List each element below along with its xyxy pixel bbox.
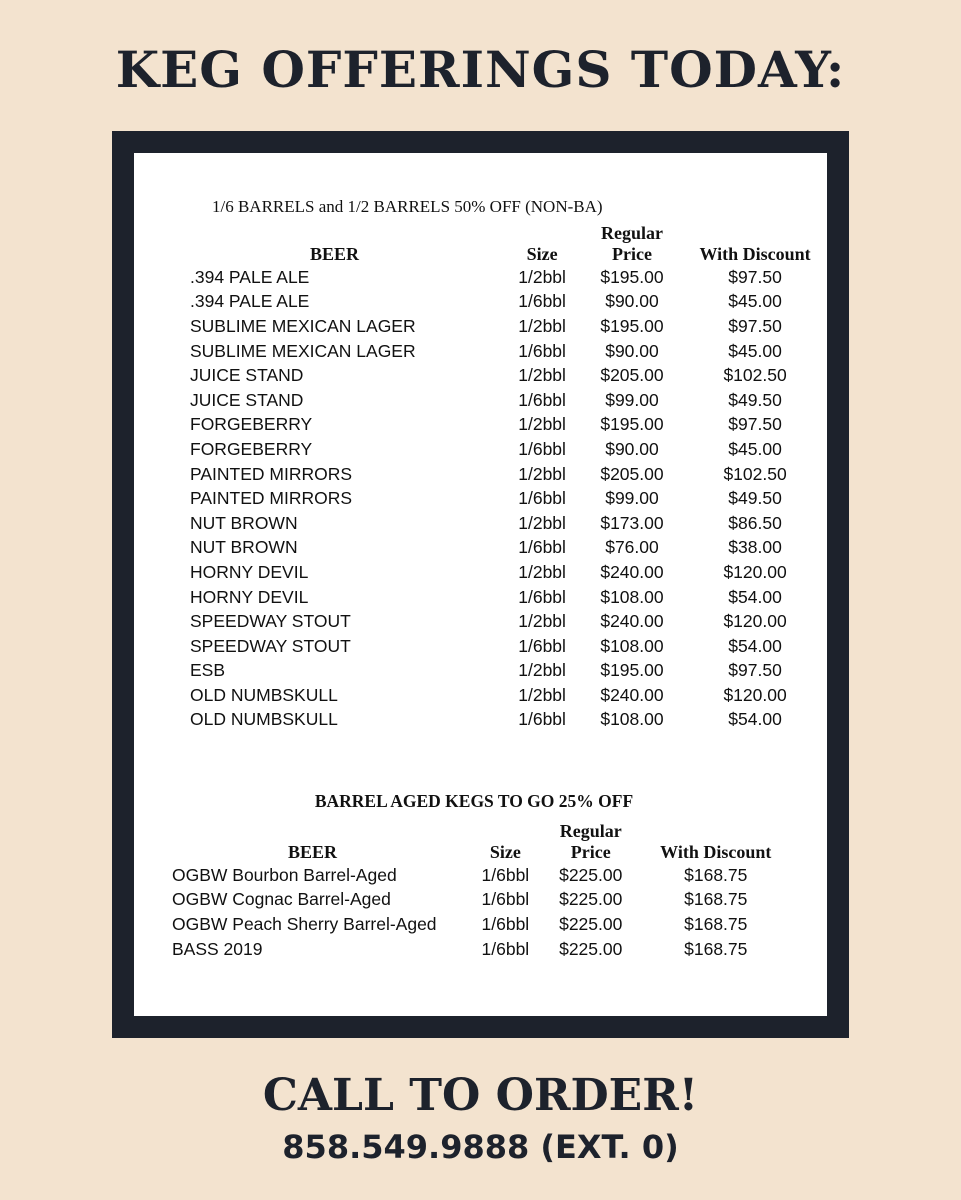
- table-row: [172, 912, 792, 937]
- col-header-discount: With Discount: [699, 244, 811, 264]
- discount-price-cell: $102.50: [723, 463, 787, 484]
- regular-price-cell: $76.00: [605, 537, 659, 558]
- beer-cell: JUICE STAND: [190, 389, 304, 410]
- col-header-regular-top: Regular: [559, 821, 622, 841]
- size-cell: 1/6bbl: [518, 438, 566, 459]
- size-cell: 1/6bbl: [518, 340, 566, 361]
- regular-price-cell: $240.00: [600, 611, 664, 632]
- menu-sheet: [134, 153, 827, 1016]
- menu-frame: [112, 131, 849, 1038]
- col-header-beer: BEER: [310, 244, 360, 264]
- beer-cell: SPEEDWAY STOUT: [190, 635, 351, 656]
- regular-price-cell: $225.00: [559, 864, 623, 885]
- table-row: [190, 536, 830, 561]
- beer-cell: SUBLIME MEXICAN LAGER: [190, 340, 416, 361]
- discount-note: 1/6 BARRELS and 1/2 BARRELS 50% OFF (NON-BA): [212, 197, 603, 216]
- size-cell: 1/2bbl: [518, 684, 566, 705]
- table-row: [172, 863, 792, 888]
- regular-price-cell: $90.00: [605, 340, 659, 361]
- discount-price-cell: $102.50: [723, 365, 787, 386]
- beer-cell: OLD NUMBSKULL: [190, 709, 338, 730]
- beer-cell: NUT BROWN: [190, 512, 298, 533]
- discount-price-cell: $168.75: [684, 913, 748, 934]
- regular-price-cell: $90.00: [605, 438, 659, 459]
- discount-price-cell: $168.75: [684, 864, 748, 885]
- regular-price-cell: $195.00: [600, 414, 664, 435]
- discount-price-cell: $168.75: [684, 889, 748, 910]
- col-header-regular-top: Regular: [600, 223, 663, 243]
- size-cell: 1/6bbl: [518, 291, 566, 312]
- table-header-row: [172, 821, 792, 863]
- regular-price-cell: $205.00: [600, 463, 664, 484]
- table-row: [190, 339, 830, 364]
- col-header-regular-price: [584, 223, 680, 265]
- table-row: [190, 437, 830, 462]
- beer-cell: PAINTED MIRRORS: [190, 463, 353, 484]
- discount-price-cell: $38.00: [728, 537, 782, 558]
- discount-price-cell: $168.75: [684, 938, 748, 959]
- beer-cell: PAINTED MIRRORS: [190, 488, 353, 509]
- col-header-discount: With Discount: [660, 842, 772, 862]
- col-header-size: Size: [526, 244, 558, 264]
- beer-cell: .394 PALE ALE: [190, 266, 310, 287]
- discount-price-cell: $86.50: [728, 512, 782, 533]
- regular-price-cell: $225.00: [559, 938, 623, 959]
- table-row: [190, 609, 830, 634]
- regular-price-cell: $173.00: [600, 512, 664, 533]
- col-header-regular-bottom: Price: [612, 244, 652, 264]
- table-row: [190, 486, 830, 511]
- size-cell: 1/2bbl: [518, 315, 566, 336]
- beer-cell: HORNY DEVIL: [190, 586, 309, 607]
- beer-cell: HORNY DEVIL: [190, 561, 309, 582]
- discount-price-cell: $97.50: [728, 660, 782, 681]
- size-cell: 1/6bbl: [518, 635, 566, 656]
- size-cell: 1/6bbl: [481, 889, 530, 910]
- beer-cell: FORGEBERRY: [190, 438, 313, 459]
- table-row: [172, 937, 792, 962]
- regular-price-cell: $99.00: [605, 389, 659, 410]
- table-row: [190, 388, 830, 413]
- table-header-row: [190, 223, 830, 265]
- phone-number[interactable]: 858.549.9888 (EXT. 0): [282, 1128, 679, 1166]
- barrel-aged-title: BARREL AGED KEGS TO GO 25% OFF: [314, 791, 634, 811]
- table-row: [190, 265, 830, 290]
- beer-cell: SPEEDWAY STOUT: [190, 611, 351, 632]
- regular-price-cell: $99.00: [605, 488, 659, 509]
- beer-cell: SUBLIME MEXICAN LAGER: [190, 315, 416, 336]
- size-cell: 1/6bbl: [518, 389, 566, 410]
- size-cell: 1/2bbl: [518, 561, 566, 582]
- table-row: [172, 888, 792, 913]
- table-row: [190, 560, 830, 585]
- table-row: [190, 314, 830, 339]
- col-header-beer: BEER: [288, 842, 338, 862]
- regular-price-cell: $240.00: [600, 561, 664, 582]
- discount-price-cell: $97.50: [728, 266, 782, 287]
- table-row: [190, 413, 830, 438]
- page-title: KEG OFFERINGS TODAY:: [115, 40, 846, 99]
- discount-price-cell: $45.00: [728, 340, 782, 361]
- beer-cell: JUICE STAND: [190, 365, 304, 386]
- table-row: [190, 585, 830, 610]
- regular-price-cell: $195.00: [600, 266, 664, 287]
- regular-price-cell: $240.00: [600, 684, 664, 705]
- size-cell: 1/6bbl: [481, 938, 530, 959]
- beer-cell: OGBW Bourbon Barrel-Aged: [172, 864, 397, 885]
- regular-price-cell: $108.00: [600, 635, 664, 656]
- regular-price-cell: $108.00: [600, 709, 664, 730]
- size-cell: 1/6bbl: [518, 537, 566, 558]
- beer-cell: .394 PALE ALE: [190, 291, 310, 312]
- discount-price-cell: $54.00: [728, 586, 782, 607]
- table-row: [190, 363, 830, 388]
- regular-price-cell: $108.00: [600, 586, 664, 607]
- size-cell: 1/2bbl: [518, 266, 566, 287]
- col-header-regular-bottom: Price: [570, 842, 611, 862]
- beer-cell: OGBW Peach Sherry Barrel-Aged: [172, 913, 437, 934]
- table-row: [190, 708, 830, 733]
- size-cell: 1/2bbl: [518, 611, 566, 632]
- regular-price-cell: $225.00: [559, 913, 623, 934]
- discount-price-cell: $120.00: [723, 561, 787, 582]
- regular-price-cell: $225.00: [559, 889, 623, 910]
- discount-price-cell: $97.50: [728, 315, 782, 336]
- regular-price-cell: $90.00: [605, 291, 659, 312]
- discount-price-cell: $54.00: [728, 709, 782, 730]
- beer-cell: FORGEBERRY: [190, 414, 313, 435]
- size-cell: 1/6bbl: [518, 488, 566, 509]
- discount-price-cell: $49.50: [728, 389, 782, 410]
- col-header-regular-price: [542, 821, 640, 863]
- beer-cell: ESB: [190, 660, 226, 681]
- barrel-aged-table: [172, 821, 792, 961]
- size-cell: 1/2bbl: [518, 463, 566, 484]
- beer-cell: BASS 2019: [172, 938, 263, 959]
- beer-cell: OGBW Cognac Barrel-Aged: [172, 889, 391, 910]
- discount-price-cell: $45.00: [728, 438, 782, 459]
- size-cell: 1/2bbl: [518, 365, 566, 386]
- col-header-size: Size: [489, 842, 521, 862]
- discount-price-cell: $49.50: [728, 488, 782, 509]
- regular-price-cell: $195.00: [600, 660, 664, 681]
- discount-price-cell: $120.00: [723, 611, 787, 632]
- size-cell: 1/6bbl: [518, 709, 566, 730]
- size-cell: 1/2bbl: [518, 512, 566, 533]
- size-cell: 1/6bbl: [481, 864, 530, 885]
- beer-cell: NUT BROWN: [190, 537, 298, 558]
- discount-price-cell: $97.50: [728, 414, 782, 435]
- size-cell: 1/2bbl: [518, 660, 566, 681]
- beer-cell: OLD NUMBSKULL: [190, 684, 338, 705]
- table-row: [190, 290, 830, 315]
- table-row: [190, 462, 830, 487]
- table-row: [190, 659, 830, 684]
- table-row: [190, 634, 830, 659]
- size-cell: 1/2bbl: [518, 414, 566, 435]
- regular-price-cell: $195.00: [600, 315, 664, 336]
- table-row: [190, 683, 830, 708]
- regular-price-cell: $205.00: [600, 365, 664, 386]
- size-cell: 1/6bbl: [481, 913, 530, 934]
- discount-price-cell: $120.00: [723, 684, 787, 705]
- size-cell: 1/6bbl: [518, 586, 566, 607]
- discount-price-cell: $45.00: [728, 291, 782, 312]
- call-to-order: CALL TO ORDER!: [262, 1070, 699, 1121]
- table-row: [190, 511, 830, 536]
- discount-price-cell: $54.00: [728, 635, 782, 656]
- keg-price-table: [190, 223, 830, 732]
